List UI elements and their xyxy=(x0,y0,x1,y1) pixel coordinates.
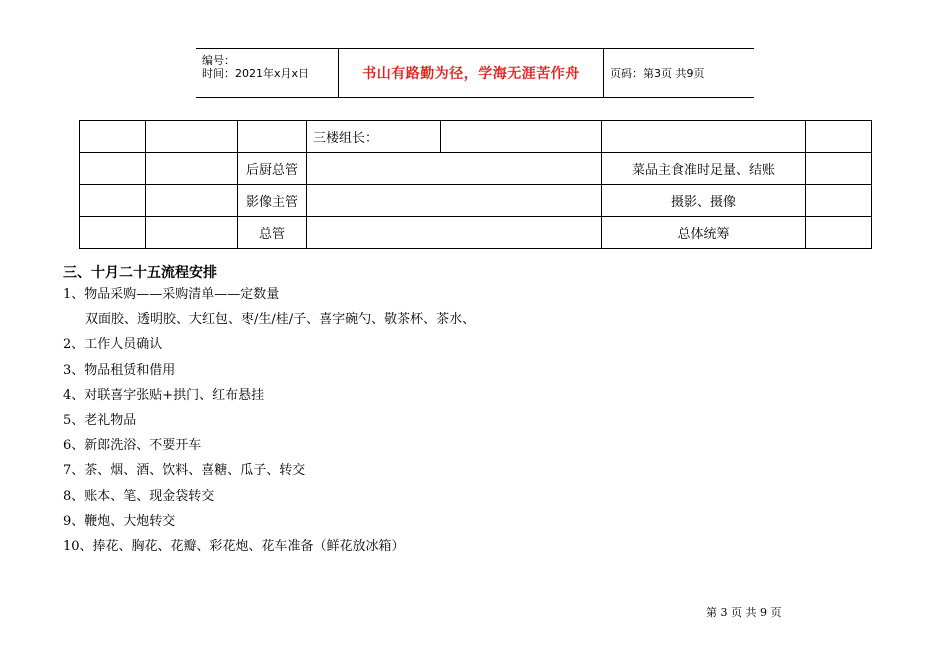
time-label: 时间：2021年x月x日 xyxy=(202,67,310,80)
table-cell xyxy=(80,153,146,185)
header-meta xyxy=(196,49,338,97)
role-cell xyxy=(238,121,307,153)
table-row xyxy=(80,185,872,217)
list-item: 3、物品租赁和借用 xyxy=(63,362,176,378)
list-item: 5、老礼物品 xyxy=(63,412,137,428)
table-cell xyxy=(80,185,146,217)
table-cell xyxy=(806,153,872,185)
table-row xyxy=(80,121,872,153)
name-cell xyxy=(307,185,602,217)
table-cell xyxy=(146,121,238,153)
list-item: 8、账本、笔、现金袋转交 xyxy=(63,488,215,504)
header-page-cell xyxy=(604,49,754,97)
table-row xyxy=(80,217,872,249)
list-item: 4、对联喜字张贴+拱门、红布悬挂 xyxy=(63,387,265,403)
table-cell xyxy=(806,185,872,217)
page-header xyxy=(196,48,754,98)
page-code: 页码：第3页 共9页 xyxy=(610,67,705,80)
table-cell xyxy=(146,217,238,249)
table-cell xyxy=(80,121,146,153)
page-footer: 第 3 页 共 9 页 xyxy=(706,606,782,619)
list-item: 2、工作人员确认 xyxy=(63,337,163,353)
list-item: 9、鞭炮、大炮转交 xyxy=(63,513,176,529)
role-cell: 后厨总管 xyxy=(238,153,307,185)
duty-cell xyxy=(602,121,806,153)
serial-label: 编号： xyxy=(202,54,235,67)
motto-text: 书山有路勤为径，学海无涯苦作舟 xyxy=(362,66,580,82)
header-motto-cell xyxy=(338,49,604,97)
list-item: 1、物品采购——采购清单——定数量 xyxy=(63,287,280,302)
table-cell xyxy=(146,153,238,185)
table-cell xyxy=(146,185,238,217)
role-cell: 三楼组长： xyxy=(307,121,441,153)
section-title: 三、十月二十五流程安排 xyxy=(63,265,217,281)
list-item: 7、茶、烟、酒、饮料、喜糖、瓜子、转交 xyxy=(63,463,306,479)
role-cell: 影像主管 xyxy=(238,185,307,217)
table-cell xyxy=(441,121,602,153)
name-cell xyxy=(307,153,602,185)
table-cell xyxy=(80,217,146,249)
list-item: 双面胶、透明胶、大红包、枣/生/桂/子、喜字碗勺、敬茶杯、茶水、 xyxy=(85,312,476,328)
staff-table xyxy=(79,120,872,249)
list-item: 10、捧花、胸花、花瓣、彩花炮、花车准备（鲜花放冰箱） xyxy=(63,538,405,554)
table-cell xyxy=(806,217,872,249)
duty-cell: 菜品主食准时足量、结账 xyxy=(602,153,806,185)
table-cell xyxy=(806,121,872,153)
duty-cell: 总体统筹 xyxy=(602,217,806,249)
duty-cell: 摄影、摄像 xyxy=(602,185,806,217)
list-item: 6、新郎洗浴、不要开车 xyxy=(63,438,202,454)
name-cell xyxy=(307,217,602,249)
procedure-list xyxy=(63,287,763,564)
role-cell: 总管 xyxy=(238,217,307,249)
table-row xyxy=(80,153,872,185)
